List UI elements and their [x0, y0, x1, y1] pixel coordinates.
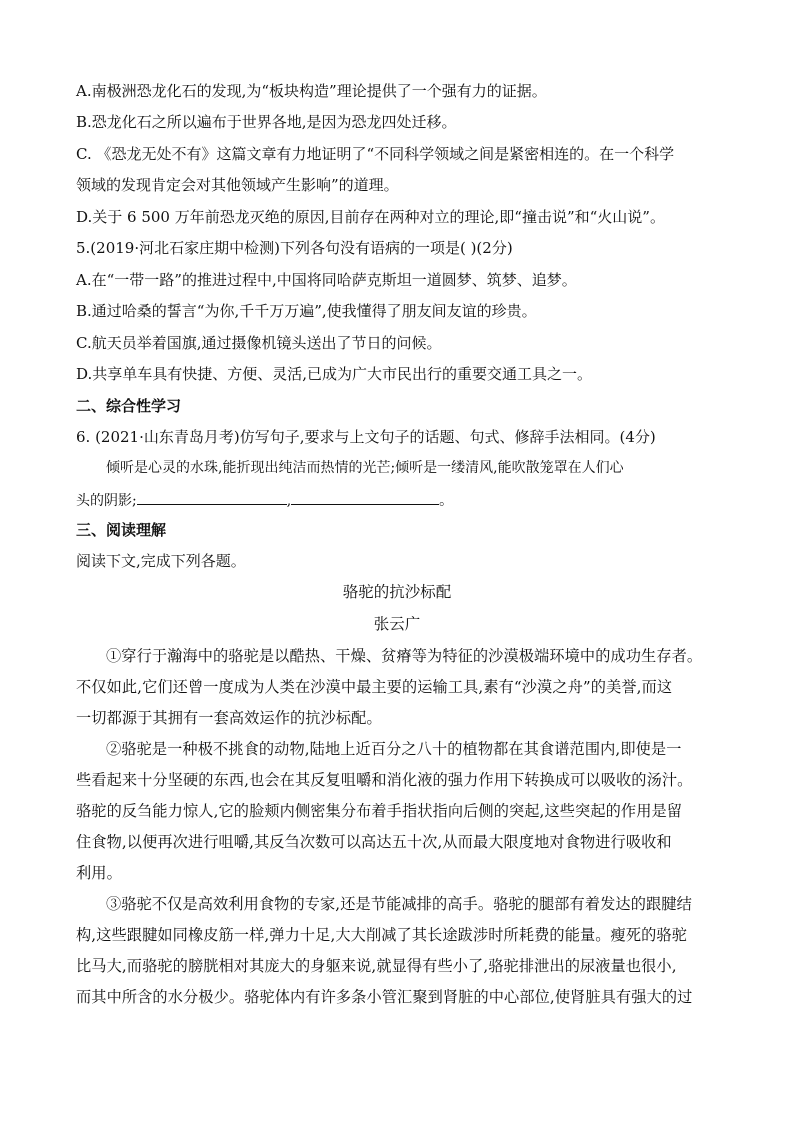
paragraph-3-line: 而其中所含的水分极少。骆驼体内有许多条小管汇聚到肾脏的中心部位,使肾脏具有强大的过: [76, 988, 693, 1006]
q4-option-c-line2: 领域的发现肯定会对其他领域产生影响”的道理。: [76, 176, 399, 194]
section-heading-reading: 三、阅读理解: [76, 521, 167, 539]
paragraph-2-line: 住食物,以便再次进行咀嚼,其反刍次数可以高达五十次,从而最大限度地对食物进行吸收和: [76, 833, 672, 851]
paragraph-3-line: ③骆驼不仅是高效利用食物的专家,还是节能减排的高手。骆驼的腿部有着发达的跟腱结: [106, 895, 692, 913]
section-heading-comprehensive: 二、综合性学习: [76, 397, 182, 415]
paragraph-2-line: 些看起来十分坚硬的东西,也会在其反复咀嚼和消化液的强力作用下转换成可以吸收的汤汁。: [76, 771, 693, 789]
q5-option-a: A.在“一带一路”的推进过程中,中国将同哈萨克斯坦一道圆梦、筑梦、追梦。: [76, 271, 577, 289]
q6-example-line2: [76, 489, 746, 511]
paragraph-3-line: 比马大,而骆驼的膀胱相对其庞大的身躯来说,就显得有些小了,骆驼排泄出的尿液量也很小,: [76, 957, 677, 975]
paragraph-3-line: 构,这些跟腱如同橡皮筋一样,弹力十足,大大削减了其长途跋涉时所耗费的能量。瘦死的骆驼: [76, 926, 687, 944]
q6-answer-blank-2[interactable]: [291, 489, 439, 505]
paragraph-1-line: 一切都源于其拥有一套高效运作的抗沙标配。: [76, 709, 382, 727]
q6-example-line1: 倾听是心灵的水珠,能折现出纯洁而热情的光芒;倾听是一缕清风,能吹散笼罩在人们心: [106, 460, 624, 476]
q5-option-c: C.航天员举着国旗,通过摄像机镜头送出了节日的问候。: [76, 334, 442, 352]
paragraph-1-line: 不仅如此,它们还曾一度成为人类在沙漠中最主要的运输工具,素有“沙漠之舟”的美誉,而这: [76, 678, 673, 696]
q6-comma: ,: [286, 493, 292, 509]
paragraph-2-line: 利用。: [76, 864, 122, 882]
q4-option-b: B.恐龙化石之所以遍布于世界各地,是因为恐龙四处迁移。: [76, 113, 457, 131]
q5-stem: 5.(2019·河北石家庄期中检测)下列各句没有语病的一项是( )(2分): [76, 239, 513, 257]
q6-example-end: 头的阴影;: [76, 493, 137, 509]
article-author: 张云广: [373, 615, 421, 633]
q6-answer-blank-1[interactable]: [137, 489, 287, 505]
q6-stem: 6. (2021·山东青岛月考)仿写句子,要求与上文句子的话题、句式、修辞手法相同。(4分): [76, 428, 656, 446]
paragraph-1-line: ①穿行于瀚海中的骆驼是以酷热、干燥、贫瘠等为特征的沙漠极端环境中的成功生存者。: [106, 647, 703, 665]
q6-period: 。: [439, 493, 454, 509]
q4-option-c-line1: C. 《恐龙无处不有》这篇文章有力地证明了“不同科学领域之间是紧密相连的。在一个科学: [76, 145, 675, 163]
paragraph-2-line: ②骆驼是一种极不挑食的动物,陆地上近百分之八十的植物都在其食谱范围内,即使是一: [106, 740, 682, 758]
q4-option-d: D.关于 6 500 万年前恐龙灭绝的原因,目前存在两种对立的理论,即“撞击说”和“火山说”。: [76, 208, 665, 226]
q4-option-a: A.南极洲恐龙化石的发现,为“板块构造”理论提供了一个强有力的证据。: [76, 82, 547, 100]
article-title: 骆驼的抗沙标配: [342, 583, 452, 601]
q5-option-d: D.共享单车具有快捷、方便、灵活,已成为广大市民出行的重要交通工具之一。: [76, 365, 593, 383]
paragraph-2-line: 骆驼的反刍能力惊人,它的脸颊内侧密集分布着手指状指向后侧的突起,这些突起的作用是留: [76, 802, 683, 820]
q5-option-b: B.通过哈桑的誓言“为你,千千万万遍”,使我懂得了朋友间友谊的珍贵。: [76, 302, 537, 320]
reading-instruction: 阅读下文,完成下列各题。: [76, 552, 246, 570]
